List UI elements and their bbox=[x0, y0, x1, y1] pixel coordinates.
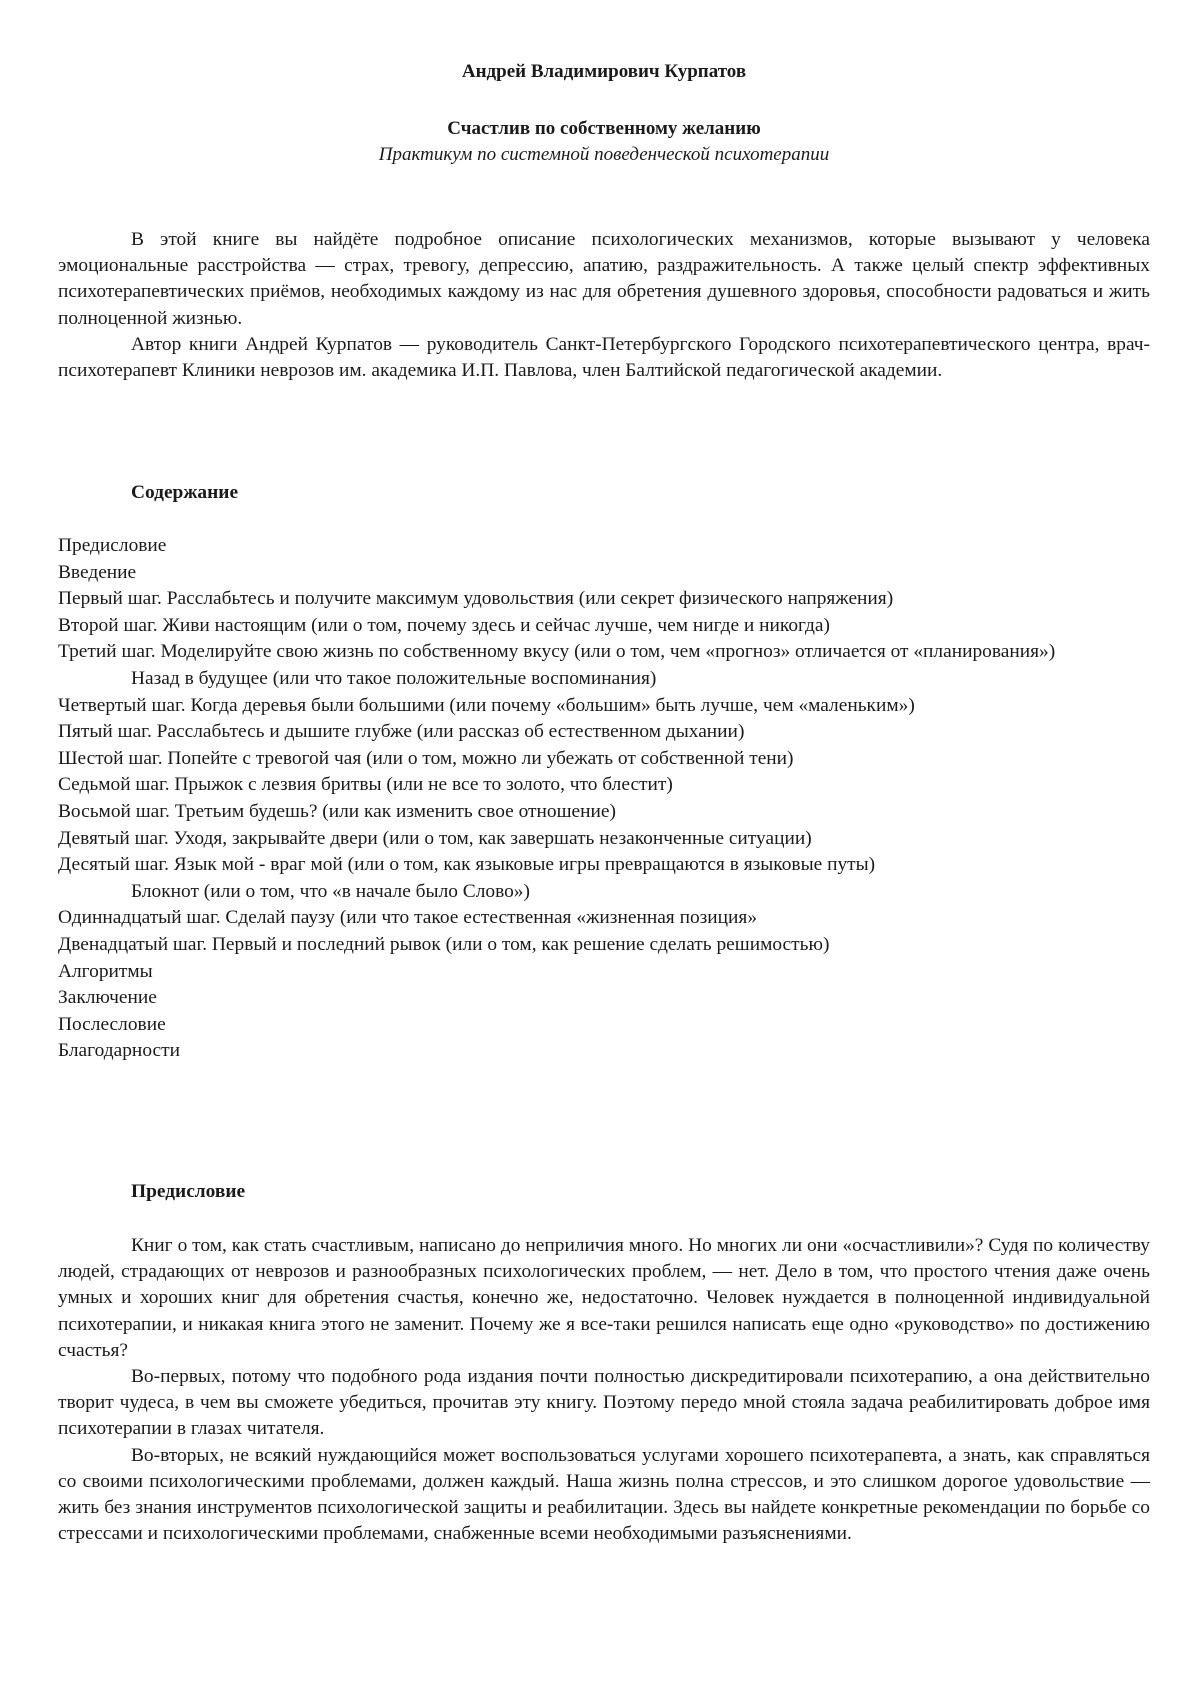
toc-item: Восьмой шаг. Третьим будешь? (или как изменить свое отношение) bbox=[58, 800, 616, 822]
book-subtitle: Практикум по системной поведенческой психотерапии bbox=[378, 144, 830, 165]
author-name: Андрей Владимирович Курпатов bbox=[461, 61, 747, 82]
annotation-paragraph: В этой книге вы найдёте подробное описание психологических механизмов, которые вызывают у человека эмоциональные расстройства — страх, тревогу, депрессию, апатию, раздражительность. А также целый спектр эффективных психотерапевтических приёмов, необходимых каждому из нас для обретения душевного здоровья, способности радоваться и жить полноценной жизнью. bbox=[58, 229, 1150, 329]
toc-item: Алгоритмы bbox=[58, 960, 153, 982]
toc-item: Назад в будущее (или что такое положительные воспоминания) bbox=[131, 667, 657, 689]
toc-item: Шестой шаг. Попейте с тревогой чая (или о том, можно ли убежать от собственной тени) bbox=[58, 747, 794, 769]
toc-item: Заключение bbox=[58, 987, 157, 1009]
book-title: Счастлив по собственному желанию bbox=[447, 118, 761, 139]
toc-item: Пятый шаг. Расслабьтесь и дышите глубже (или рассказ об естественном дыхании) bbox=[58, 721, 745, 743]
toc-item: Двенадцатый шаг. Первый и последний рывок (или о том, как решение сделать решимостью) bbox=[58, 933, 830, 955]
toc-item: Благодарности bbox=[58, 1040, 180, 1062]
toc-item: Четвертый шаг. Когда деревья были большими (или почему «большим» быть лучше, чем «маленьким») bbox=[58, 694, 915, 716]
toc-item: Блокнот (или о том, что «в начале было Слово») bbox=[131, 880, 530, 902]
toc-heading: Содержание bbox=[131, 482, 239, 503]
preface-paragraph: Во-первых, потому что подобного рода издания почти полностью дискредитировали психотерапию, а она действительно творит чудеса, в чем вы сможете убедиться, прочитав эту книгу. Поэтому передо мной стояла задача реабилитировать доброе имя психотерапии в глазах читателя. bbox=[58, 1366, 1150, 1440]
preface-paragraph: Книг о том, как стать счастливым, написано до неприличия много. Но многих ли они «осчастливили»? Судя по количеству людей, страдающих от неврозов и разнообразных психологических проблем, — нет. Дело в том, что простого чтения даже очень умных и хороших книг для обретения счастья, конечно же, недостаточно. Человек нуждается в полноценной индивидуальной психотерапии, и никакая книга этого не заменит. Почему же я все-таки решился написать еще одно «руководство» по достижению счастья? bbox=[58, 1235, 1150, 1361]
toc-item: Одиннадцатый шаг. Сделай паузу (или что такое естественная «жизненная позиция» bbox=[58, 907, 758, 929]
table-of-contents bbox=[58, 533, 1150, 1065]
toc-item: Первый шаг. Расслабьтесь и получите максимум удовольствия (или секрет физического напряжения) bbox=[58, 588, 894, 610]
preface bbox=[58, 1233, 1150, 1547]
preface-heading: Предисловие bbox=[131, 1181, 246, 1202]
toc-item: Предисловие bbox=[58, 535, 167, 556]
toc-item: Седьмой шаг. Прыжок с лезвия бритвы (или не все то золото, что блестит) bbox=[58, 774, 673, 796]
annotation bbox=[58, 227, 1150, 384]
toc-item: Третий шаг. Моделируйте свою жизнь по собственному вкусу (или о том, чем «прогноз» отличается от «планирования») bbox=[58, 641, 1056, 663]
toc-item: Десятый шаг. Язык мой - враг мой (или о том, как языковые игры превращаются в языковые путы) bbox=[58, 854, 876, 876]
preface-paragraph: Во-вторых, не всякий нуждающийся может воспользоваться услугами хорошего психотерапевта, а знать, как справляться со своими психологическими проблемами, должен каждый. Наша жизнь полна стрессов, и это слишком дорогое удовольствие — жить без знания инструментов психологической защиты и реабилитации. Здесь вы найдете конкретные рекомендации по борьбе со стрессами и психологическими проблемами, снабженные всеми необходимыми разъяснениями. bbox=[58, 1444, 1150, 1545]
toc-item: Послесловие bbox=[58, 1013, 166, 1035]
toc-item: Второй шаг. Живи настоящим (или о том, почему здесь и сейчас лучше, чем нигде и никогда) bbox=[58, 614, 830, 636]
toc-item: Введение bbox=[58, 561, 137, 583]
toc-item: Девятый шаг. Уходя, закрывайте двери (или о том, как завершать незаконченные ситуации) bbox=[58, 827, 812, 849]
annotation-paragraph: Автор книги Андрей Курпатов — руководитель Санкт-Петербургского Городского психотерапевтического центра, врач-психотерапевт Клиники неврозов им. академика И.П. Павлова, член Балтийской педагогической академии. bbox=[58, 333, 1150, 382]
